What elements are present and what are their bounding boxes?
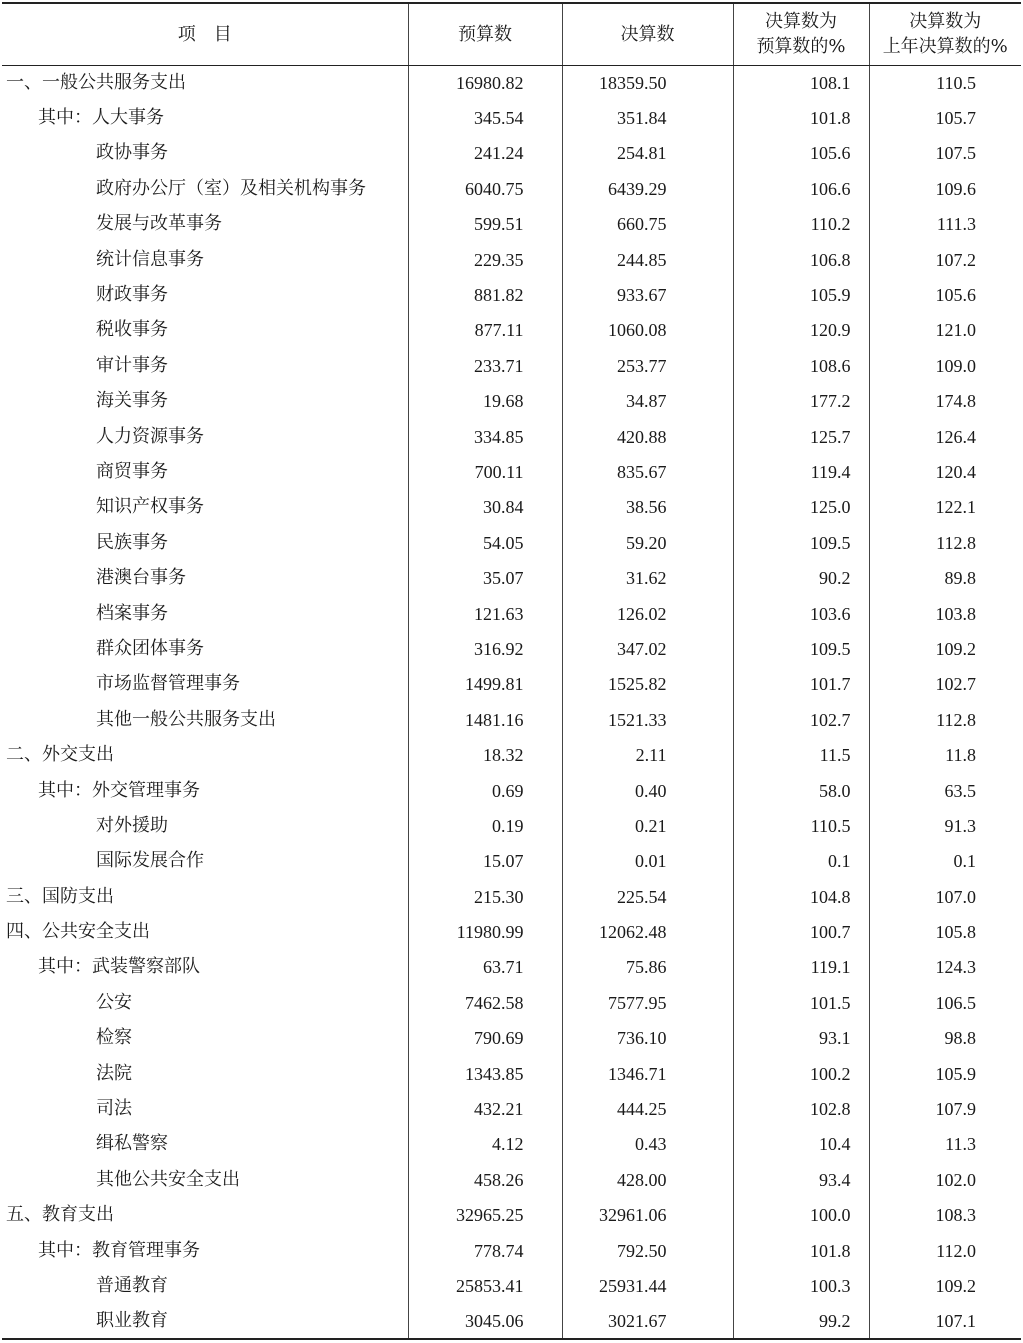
- cell-pct-budget: 90.2: [733, 560, 869, 595]
- cell-pct-budget: 106.6: [733, 171, 869, 206]
- cell-pct-budget: 100.3: [733, 1268, 869, 1303]
- cell-pct-lastyear: 108.3: [869, 1198, 1021, 1233]
- cell-item: 五、教育支出: [6, 1204, 114, 1226]
- cell-final: 254.81: [562, 136, 733, 171]
- cell-item: 财政事务: [96, 284, 168, 306]
- cell-final: 792.50: [562, 1233, 733, 1268]
- cell-final: 32961.06: [562, 1198, 733, 1233]
- cell-final: 6439.29: [562, 171, 733, 206]
- table-row: [2, 844, 1021, 879]
- cell-pct-budget: 11.5: [733, 737, 869, 772]
- cell-pct-lastyear: 11.3: [869, 1127, 1021, 1162]
- cell-budget: 16980.82: [408, 65, 562, 100]
- cell-pct-lastyear: 174.8: [869, 384, 1021, 419]
- cell-pct-budget: 110.5: [733, 808, 869, 843]
- cell-pct-budget: 102.8: [733, 1091, 869, 1126]
- cell-pct-budget: 119.4: [733, 454, 869, 489]
- cell-final: 18359.50: [562, 65, 733, 100]
- table-row: [2, 1198, 1021, 1233]
- cell-item: 民族事务: [96, 531, 168, 553]
- cell-budget: 19.68: [408, 384, 562, 419]
- cell-pct-lastyear: 107.5: [869, 136, 1021, 171]
- cell-final: 0.43: [562, 1127, 733, 1162]
- cell-pct-lastyear: 107.9: [869, 1091, 1021, 1126]
- cell-pct-budget: 58.0: [733, 773, 869, 808]
- cell-pct-lastyear: 107.1: [869, 1304, 1021, 1339]
- cell-item: 市场监督管理事务: [96, 673, 240, 695]
- cell-budget: 881.82: [408, 277, 562, 312]
- cell-pct-lastyear: 89.8: [869, 560, 1021, 595]
- table-row: [2, 525, 1021, 560]
- table-row: [2, 702, 1021, 737]
- table-row: [2, 667, 1021, 702]
- table-row: [2, 242, 1021, 277]
- cell-item: 一、一般公共服务支出: [6, 71, 186, 93]
- cell-final: 2.11: [562, 737, 733, 772]
- table-row: [2, 207, 1021, 242]
- cell-pct-budget: 177.2: [733, 384, 869, 419]
- cell-budget: 1343.85: [408, 1056, 562, 1091]
- cell-pct-lastyear: 107.2: [869, 242, 1021, 277]
- cell-pct-lastyear: 109.6: [869, 171, 1021, 206]
- header-final: 决算数: [562, 3, 733, 65]
- cell-item: 检察: [96, 1027, 132, 1049]
- cell-pct-budget: 100.0: [733, 1198, 869, 1233]
- table-row: [2, 454, 1021, 489]
- cell-budget: 229.35: [408, 242, 562, 277]
- cell-pct-lastyear: 107.0: [869, 879, 1021, 914]
- cell-budget: 700.11: [408, 454, 562, 489]
- cell-pct-budget: 110.2: [733, 207, 869, 242]
- cell-pct-budget: 125.0: [733, 490, 869, 525]
- cell-final: 420.88: [562, 419, 733, 454]
- cell-pct-lastyear: 105.6: [869, 277, 1021, 312]
- cell-item: 司法: [96, 1098, 132, 1120]
- cell-final: 244.85: [562, 242, 733, 277]
- cell-budget: 599.51: [408, 207, 562, 242]
- table-row: [2, 737, 1021, 772]
- cell-budget: 316.92: [408, 631, 562, 666]
- cell-pct-budget: 109.5: [733, 631, 869, 666]
- cell-final: 253.77: [562, 348, 733, 383]
- cell-budget: 345.54: [408, 100, 562, 135]
- cell-pct-budget: 93.4: [733, 1162, 869, 1197]
- cell-item: 海关事务: [96, 390, 168, 412]
- cell-final: 225.54: [562, 879, 733, 914]
- table-row: [2, 1021, 1021, 1056]
- cell-final: 1346.71: [562, 1056, 733, 1091]
- cell-item: 审计事务: [96, 354, 168, 376]
- cell-pct-lastyear: 106.5: [869, 985, 1021, 1020]
- cell-final: 1060.08: [562, 313, 733, 348]
- cell-budget: 241.24: [408, 136, 562, 171]
- table-row: [2, 950, 1021, 985]
- table-row: [2, 985, 1021, 1020]
- cell-pct-budget: 100.7: [733, 914, 869, 949]
- cell-pct-lastyear: 122.1: [869, 490, 1021, 525]
- table-row: [2, 773, 1021, 808]
- table-row: [2, 65, 1021, 100]
- cell-pct-budget: 101.5: [733, 985, 869, 1020]
- cell-final: 1525.82: [562, 667, 733, 702]
- cell-pct-budget: 0.1: [733, 844, 869, 879]
- cell-budget: 0.69: [408, 773, 562, 808]
- table-row: [2, 1268, 1021, 1303]
- cell-item: 政府办公厅（室）及相关机构事务: [96, 177, 366, 199]
- cell-budget: 233.71: [408, 348, 562, 383]
- cell-budget: 15.07: [408, 844, 562, 879]
- cell-pct-budget: 104.8: [733, 879, 869, 914]
- header-budget: 预算数: [408, 3, 562, 65]
- cell-pct-lastyear: 102.0: [869, 1162, 1021, 1197]
- cell-budget: 458.26: [408, 1162, 562, 1197]
- cell-pct-budget: 93.1: [733, 1021, 869, 1056]
- cell-pct-lastyear: 105.7: [869, 100, 1021, 135]
- table-body: [2, 65, 1021, 1339]
- cell-budget: 877.11: [408, 313, 562, 348]
- cell-final: 736.10: [562, 1021, 733, 1056]
- cell-item: 知识产权事务: [96, 496, 204, 518]
- cell-item: 税收事务: [96, 319, 168, 341]
- cell-budget: 3045.06: [408, 1304, 562, 1339]
- table-row: [2, 1091, 1021, 1126]
- cell-budget: 121.63: [408, 596, 562, 631]
- cell-final: 126.02: [562, 596, 733, 631]
- table-row: [2, 419, 1021, 454]
- table-row: [2, 1056, 1021, 1091]
- cell-pct-lastyear: 98.8: [869, 1021, 1021, 1056]
- cell-item: 发展与改革事务: [96, 213, 222, 235]
- cell-budget: 11980.99: [408, 914, 562, 949]
- cell-item: 其他一般公共服务支出: [96, 708, 276, 730]
- cell-pct-lastyear: 121.0: [869, 313, 1021, 348]
- cell-pct-lastyear: 109.2: [869, 631, 1021, 666]
- cell-pct-lastyear: 110.5: [869, 65, 1021, 100]
- table-row: [2, 560, 1021, 595]
- table-row: [2, 1233, 1021, 1268]
- cell-budget: 35.07: [408, 560, 562, 595]
- cell-item: 法院: [96, 1062, 132, 1084]
- cell-item: 国际发展合作: [96, 850, 204, 872]
- cell-final: 444.25: [562, 1091, 733, 1126]
- cell-item: 其中：外交管理事务: [38, 779, 200, 801]
- cell-pct-lastyear: 126.4: [869, 419, 1021, 454]
- cell-budget: 790.69: [408, 1021, 562, 1056]
- cell-pct-budget: 120.9: [733, 313, 869, 348]
- cell-budget: 432.21: [408, 1091, 562, 1126]
- cell-item: 缉私警察: [96, 1133, 168, 1155]
- table-row: [2, 136, 1021, 171]
- cell-pct-lastyear: 109.2: [869, 1268, 1021, 1303]
- cell-pct-budget: 105.6: [733, 136, 869, 171]
- cell-pct-lastyear: 112.0: [869, 1233, 1021, 1268]
- header-pct-lastyear-line1: 决算数为: [909, 11, 982, 33]
- cell-pct-lastyear: 11.8: [869, 737, 1021, 772]
- cell-pct-lastyear: 120.4: [869, 454, 1021, 489]
- header-pct-budget-line2: 预算数的%: [756, 36, 846, 58]
- cell-budget: 63.71: [408, 950, 562, 985]
- cell-pct-lastyear: 112.8: [869, 702, 1021, 737]
- cell-pct-lastyear: 102.7: [869, 667, 1021, 702]
- cell-pct-lastyear: 109.0: [869, 348, 1021, 383]
- cell-budget: 215.30: [408, 879, 562, 914]
- cell-item: 群众团体事务: [96, 637, 204, 659]
- expenditure-table-container: [2, 2, 1021, 1340]
- cell-budget: 778.74: [408, 1233, 562, 1268]
- cell-pct-lastyear: 111.3: [869, 207, 1021, 242]
- cell-budget: 54.05: [408, 525, 562, 560]
- table-header: [2, 3, 1021, 65]
- cell-pct-budget: 100.2: [733, 1056, 869, 1091]
- table-row: [2, 313, 1021, 348]
- cell-item: 人力资源事务: [96, 425, 204, 447]
- cell-item: 三、国防支出: [6, 885, 114, 907]
- cell-final: 1521.33: [562, 702, 733, 737]
- cell-pct-budget: 102.7: [733, 702, 869, 737]
- cell-final: 31.62: [562, 560, 733, 595]
- cell-final: 933.67: [562, 277, 733, 312]
- expenditure-table: [2, 2, 1021, 1340]
- cell-budget: 334.85: [408, 419, 562, 454]
- header-pct-lastyear: [869, 3, 1021, 65]
- cell-pct-budget: 101.8: [733, 100, 869, 135]
- table-row: [2, 384, 1021, 419]
- cell-item: 其中：教育管理事务: [38, 1239, 200, 1261]
- table-row: [2, 171, 1021, 206]
- table-row: [2, 490, 1021, 525]
- header-pct-lastyear-line2: 上年决算数的%: [882, 36, 1008, 58]
- cell-pct-budget: 10.4: [733, 1127, 869, 1162]
- cell-budget: 25853.41: [408, 1268, 562, 1303]
- header-row: [2, 3, 1021, 65]
- cell-final: 59.20: [562, 525, 733, 560]
- table-row: [2, 808, 1021, 843]
- cell-budget: 1499.81: [408, 667, 562, 702]
- cell-final: 75.86: [562, 950, 733, 985]
- cell-pct-lastyear: 63.5: [869, 773, 1021, 808]
- cell-item: 其他公共安全支出: [96, 1168, 240, 1190]
- cell-item: 对外援助: [96, 814, 168, 836]
- cell-pct-budget: 108.6: [733, 348, 869, 383]
- cell-item: 职业教育: [2, 1304, 408, 1339]
- cell-item: 普通教育: [96, 1274, 168, 1296]
- cell-item: 港澳台事务: [96, 567, 186, 589]
- cell-final: 34.87: [562, 384, 733, 419]
- cell-final: 0.21: [562, 808, 733, 843]
- cell-pct-lastyear: 91.3: [869, 808, 1021, 843]
- table-row: [2, 596, 1021, 631]
- cell-final: 660.75: [562, 207, 733, 242]
- cell-pct-budget: 125.7: [733, 419, 869, 454]
- table-row: [2, 1162, 1021, 1197]
- cell-final: 25931.44: [562, 1268, 733, 1303]
- cell-item: 档案事务: [96, 602, 168, 624]
- table-row: [2, 879, 1021, 914]
- cell-budget: 30.84: [408, 490, 562, 525]
- cell-pct-budget: 105.9: [733, 277, 869, 312]
- cell-final: 428.00: [562, 1162, 733, 1197]
- cell-pct-lastyear: 112.8: [869, 525, 1021, 560]
- cell-final: 3021.67: [562, 1304, 733, 1339]
- table-row: [2, 1127, 1021, 1162]
- cell-pct-lastyear: 0.1: [869, 844, 1021, 879]
- cell-item: 其中：人大事务: [38, 107, 164, 129]
- cell-pct-budget: 99.2: [733, 1304, 869, 1339]
- table-row: [2, 914, 1021, 949]
- cell-pct-budget: 119.1: [733, 950, 869, 985]
- table-row: [2, 1304, 1021, 1339]
- cell-pct-budget: 101.8: [733, 1233, 869, 1268]
- cell-pct-budget: 103.6: [733, 596, 869, 631]
- header-pct-budget-line1: 决算数为: [765, 11, 837, 33]
- cell-final: 0.40: [562, 773, 733, 808]
- cell-final: 7577.95: [562, 985, 733, 1020]
- cell-item: 其中：武装警察部队: [38, 956, 200, 978]
- header-pct-budget: [733, 3, 869, 65]
- cell-pct-lastyear: 105.9: [869, 1056, 1021, 1091]
- cell-item: 政协事务: [96, 142, 168, 164]
- cell-budget: 32965.25: [408, 1198, 562, 1233]
- cell-budget: 0.19: [408, 808, 562, 843]
- cell-final: 835.67: [562, 454, 733, 489]
- cell-budget: 7462.58: [408, 985, 562, 1020]
- cell-pct-budget: 108.1: [733, 65, 869, 100]
- table-row: [2, 631, 1021, 666]
- table-row: [2, 100, 1021, 135]
- cell-pct-budget: 106.8: [733, 242, 869, 277]
- cell-item: 四、公共安全支出: [6, 921, 150, 943]
- header-item: 项 目: [2, 3, 408, 65]
- cell-item: 二、外交支出: [6, 744, 114, 766]
- cell-pct-budget: 101.7: [733, 667, 869, 702]
- table-row: [2, 348, 1021, 383]
- cell-final: 0.01: [562, 844, 733, 879]
- cell-final: 38.56: [562, 490, 733, 525]
- table-row: [2, 277, 1021, 312]
- cell-item: 商贸事务: [96, 460, 168, 482]
- cell-budget: 4.12: [408, 1127, 562, 1162]
- cell-budget: 18.32: [408, 737, 562, 772]
- cell-final: 351.84: [562, 100, 733, 135]
- cell-final: 347.02: [562, 631, 733, 666]
- cell-budget: 1481.16: [408, 702, 562, 737]
- cell-final: 12062.48: [562, 914, 733, 949]
- cell-pct-lastyear: 103.8: [869, 596, 1021, 631]
- cell-pct-lastyear: 105.8: [869, 914, 1021, 949]
- cell-item: 公安: [96, 991, 132, 1013]
- cell-item: 统计信息事务: [96, 248, 204, 270]
- cell-pct-budget: 109.5: [733, 525, 869, 560]
- cell-budget: 6040.75: [408, 171, 562, 206]
- cell-pct-lastyear: 124.3: [869, 950, 1021, 985]
